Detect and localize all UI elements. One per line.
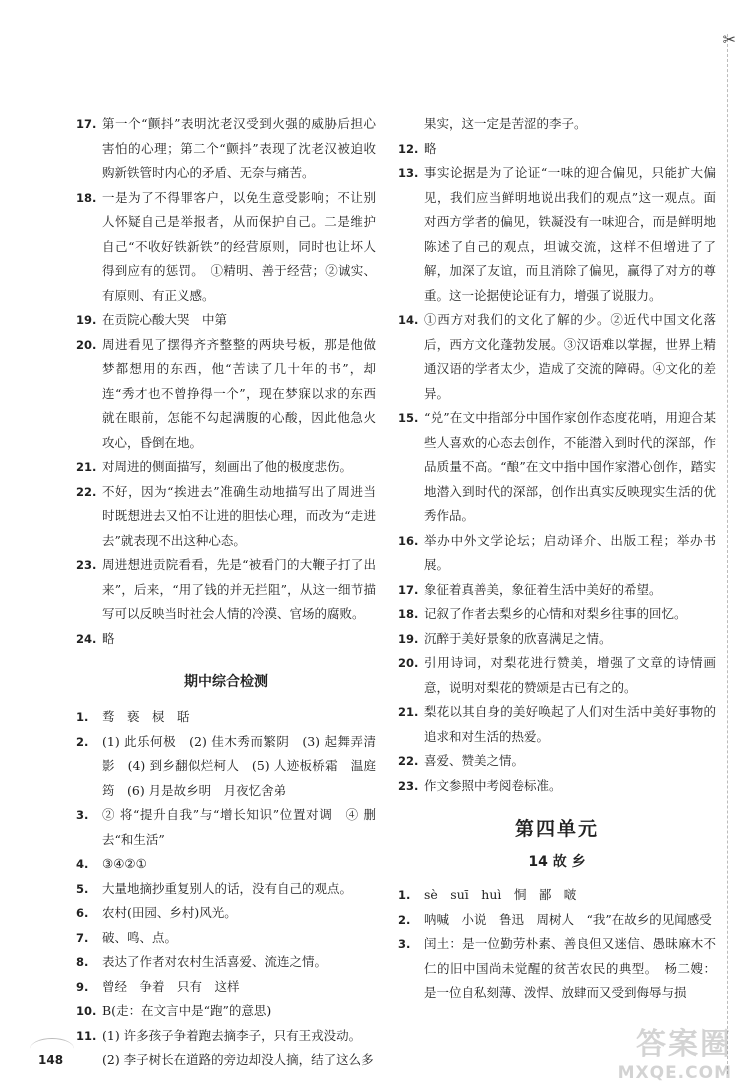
answer-text: 喜爱、赞美之情。 xyxy=(424,753,525,768)
answer-text: 在贡院心酸大哭 中第 xyxy=(102,312,228,327)
answer-number: 22. xyxy=(76,484,97,499)
answer-item xyxy=(398,932,716,1006)
answer-text: 一是为了不得罪客户，以免生意受影响；不让别人怀疑自己是举报者，从而保护自己。二是维护自己“不收好铁新铁”的经营原则，同时也让坏人得到应有的惩罚。 ①精明、善于经营；②诚实、有原则、有正义感。 xyxy=(102,189,376,303)
answer-item xyxy=(398,161,716,308)
answer-text: 梨花以其自身的美好唤起了人们对生活中美好事物的追求和对生活的热爱。 xyxy=(424,704,716,744)
answer-continuation: 果实，这一定是苦涩的李子。 xyxy=(424,116,587,131)
answer-item xyxy=(76,627,376,652)
answer-item xyxy=(398,749,716,774)
answer-number: 23. xyxy=(398,778,419,793)
answer-item xyxy=(398,578,716,603)
answer-text: 略 xyxy=(424,140,437,156)
answer-text: 表达了作者对农村生活喜爱、流连之情。 xyxy=(102,954,328,969)
answer-item xyxy=(76,999,376,1024)
answer-number: 15. xyxy=(398,411,419,425)
answer-number: 21. xyxy=(398,705,419,719)
answer-number: 17. xyxy=(76,117,97,131)
answer-number: 18. xyxy=(76,190,97,205)
answer-number: 3. xyxy=(398,937,411,951)
scissors-icon: ✂ xyxy=(722,30,736,49)
answer-text: 周进想进贡院看看，先是“被看门的大鞭子打了出来”，后来，“用了钱的并无拦阻”，从这一细节描写可以反映当时社会人情的冷漠、官场的腐败。 xyxy=(102,557,376,621)
answer-item xyxy=(398,651,716,700)
right-answer-list xyxy=(398,137,716,799)
answer-text: ①西方对我们的文化了解的少。②近代中国文化落后，西方文化蓬勃发展。③汉语难以掌握，世界上精通汉语的学者太少，造成了交流的障碍。④文化的差异。 xyxy=(424,312,716,401)
answer-item xyxy=(76,950,376,975)
answer-number: 12. xyxy=(398,141,419,156)
answer-item xyxy=(76,186,376,309)
answer-item xyxy=(398,137,716,162)
answer-text: 对周进的侧面描写，刻画出了他的极度悲伤。 xyxy=(102,459,353,474)
answer-number: 10. xyxy=(76,1004,97,1018)
answer-number: 2. xyxy=(76,734,89,749)
answer-item xyxy=(398,308,716,406)
answer-number: 23. xyxy=(76,558,97,572)
answer-text: 不好，因为“挨进去”准确生动地描写出了周进当时既想进去又怕不让进的胆怯心理，而改为“走进去”就表现不出这种心态。 xyxy=(102,483,376,548)
answer-11-continuation: (2) 李子树长在道路的旁边却没人摘，结了这么多 xyxy=(102,1052,374,1067)
watermark-top: 答案圈 xyxy=(636,1027,732,1062)
answer-item xyxy=(76,1024,376,1049)
answer-item xyxy=(398,602,716,627)
section-title: 期中综合检测 xyxy=(184,674,268,690)
answer-text: 事实论据是为了论证“一味的迎合偏见，只能扩大偏见，我们应当鲜明地说出我们的观点”这一观点。面对西方学者的偏见，铁凝没有一味迎合，而是鲜明地陈述了自己的观点，坦诚交流，这样不但增进了了解，加深了友谊，而且消除了偏见，赢得了对方的尊重。这一论据使论证有力，增强了说服力。 xyxy=(424,165,716,303)
answer-text: 周进看见了摆得齐齐整整的两块号板，那是他做梦都想用的东西，他“苦读了几十年的书”，却连“秀才也不曾挣得一个”，现在梦寐以求的东西就在眼前，怎能不勾起满腹的心酸，因此他急火攻心，昏倒在地。 xyxy=(102,336,376,450)
answer-text: 农村(田园、乡村)风光。 xyxy=(102,905,237,920)
answer-number: 8. xyxy=(76,955,89,969)
answer-number: 5. xyxy=(76,881,89,896)
answer-text: 大量地摘抄重复别人的话，没有自己的观点。 xyxy=(102,880,353,896)
left-answer-list xyxy=(76,112,376,651)
answer-item xyxy=(76,705,376,730)
right-column xyxy=(398,112,716,1006)
answer-number: 24. xyxy=(76,631,97,646)
answer-item xyxy=(76,112,376,186)
answer-item xyxy=(76,975,376,1000)
answer-text: 曾经 争着 只有 这样 xyxy=(102,978,240,994)
answer-item xyxy=(76,877,376,902)
answer-text: B(走：在文言中是“跑”的意思) xyxy=(102,1003,272,1018)
midterm-answer-list xyxy=(76,705,376,1048)
answer-number: 20. xyxy=(398,656,419,670)
answer-number: 9. xyxy=(76,979,89,994)
answer-text: 第一个“颤抖”表明沈老汉受到火强的威胁后担心害怕的心理；第二个“颤抖”表现了沈老汉被迫收购新铁管时内心的矛盾、无奈与痛苦。 xyxy=(102,116,376,180)
answer-text: 骛 亵 棂 聒 xyxy=(102,709,190,724)
answer-text: 象征着真善美，象征着生活中美好的希望。 xyxy=(424,581,662,597)
answer-item xyxy=(76,553,376,627)
answer-number: 6. xyxy=(76,906,89,920)
answer-number: 20. xyxy=(76,337,97,352)
answer-number: 22. xyxy=(398,754,419,768)
answer-text: “兑”在文中指部分中国作家创作态度花哨，用迎合某些人喜欢的心态去创作，不能潜入到时代的深部，作品质量不高。“酿”在文中指中国作家潜心创作，踏实地潜入到时代的深部，创作出真实反映现实生活的优秀作品。 xyxy=(424,410,716,523)
answer-number: 7. xyxy=(76,930,89,945)
answer-item xyxy=(76,852,376,877)
answer-number: 11. xyxy=(76,1028,97,1043)
answer-number: 14. xyxy=(398,313,419,327)
answer-number: 21. xyxy=(76,460,97,474)
answer-text: 引用诗词，对梨花进行赞美，增强了文章的诗情画意，说明对梨花的赞颂是古已有之的。 xyxy=(424,655,716,695)
answer-item xyxy=(76,926,376,951)
lesson-title: 14 故 乡 xyxy=(528,854,586,870)
answer-text: ③④②① xyxy=(102,856,147,871)
answer-number: 3. xyxy=(76,808,89,822)
answer-item xyxy=(76,480,376,554)
answer-item xyxy=(398,529,716,578)
cut-line xyxy=(727,34,728,1074)
answer-number: 19. xyxy=(76,313,97,327)
answer-text: 略 xyxy=(102,630,115,646)
answer-number: 18. xyxy=(398,607,419,621)
answer-text: (1) 许多孩子争着跑去摘李子，只有王戎没动。 xyxy=(102,1027,362,1043)
answer-number: 16. xyxy=(398,533,419,548)
answer-item xyxy=(76,333,376,456)
page-number: 148 xyxy=(38,1053,64,1067)
answer-item xyxy=(398,908,716,933)
left-column xyxy=(76,112,376,1073)
answer-text: 记叙了作者去梨乡的心情和对梨乡往事的回忆。 xyxy=(424,606,687,621)
answer-text: sè suī huì 恫 鄙 啵 xyxy=(424,887,577,902)
answer-text: 举办中外文学论坛；启动译介、出版工程；举办书展。 xyxy=(424,532,716,572)
answer-item xyxy=(76,308,376,333)
answer-item xyxy=(76,803,376,852)
answer-item xyxy=(398,627,716,652)
watermark xyxy=(592,1019,732,1083)
answer-text: ② 将“提升自我”与“增长知识”位置对调 ④ 删去“和生活” xyxy=(102,807,376,847)
answer-item xyxy=(76,901,376,926)
answer-item xyxy=(398,774,716,799)
unit-title: 第四单元 xyxy=(514,818,599,840)
answer-item xyxy=(398,883,716,908)
answer-number: 4. xyxy=(76,857,89,871)
answer-number: 17. xyxy=(398,582,419,597)
answer-item xyxy=(76,455,376,480)
answer-text: 沉醉于美好景象的欣喜满足之情。 xyxy=(424,630,612,646)
answer-text: 闰土：是一位勤劳朴素、善良但又迷信、愚昧麻木不仁的旧中国尚未觉醒的贫苦农民的典型。 杨二嫂：是一位自私刻薄、泼悍、放肆而又受到侮辱与损 xyxy=(424,936,716,1000)
answer-text: 作文参照中考阅卷标准。 xyxy=(424,777,562,793)
answer-number: 2. xyxy=(398,912,411,927)
answer-number: 13. xyxy=(398,166,419,180)
lesson-answer-list xyxy=(398,883,716,1006)
watermark-bottom: MXQE.COM xyxy=(617,1063,732,1083)
answer-item xyxy=(398,700,716,749)
answer-item xyxy=(398,406,716,529)
answer-text: (1) 此乐何极 (2) 佳木秀而繁阴 (3) 起舞弄清影 (4) 到乡翻似烂柯人 (5) 人迹板桥霜 温庭筠 (6) 月是故乡明 月夜忆舍弟 xyxy=(102,733,376,798)
answer-text: 呐喊 小说 鲁迅 周树人 “我”在故乡的见闻感受 xyxy=(424,911,712,927)
answer-item xyxy=(76,730,376,804)
answer-number: 1. xyxy=(76,710,89,724)
answer-number: 1. xyxy=(398,888,411,902)
answer-text: 破、鸣、点。 xyxy=(102,929,178,945)
answer-number: 19. xyxy=(398,631,419,646)
